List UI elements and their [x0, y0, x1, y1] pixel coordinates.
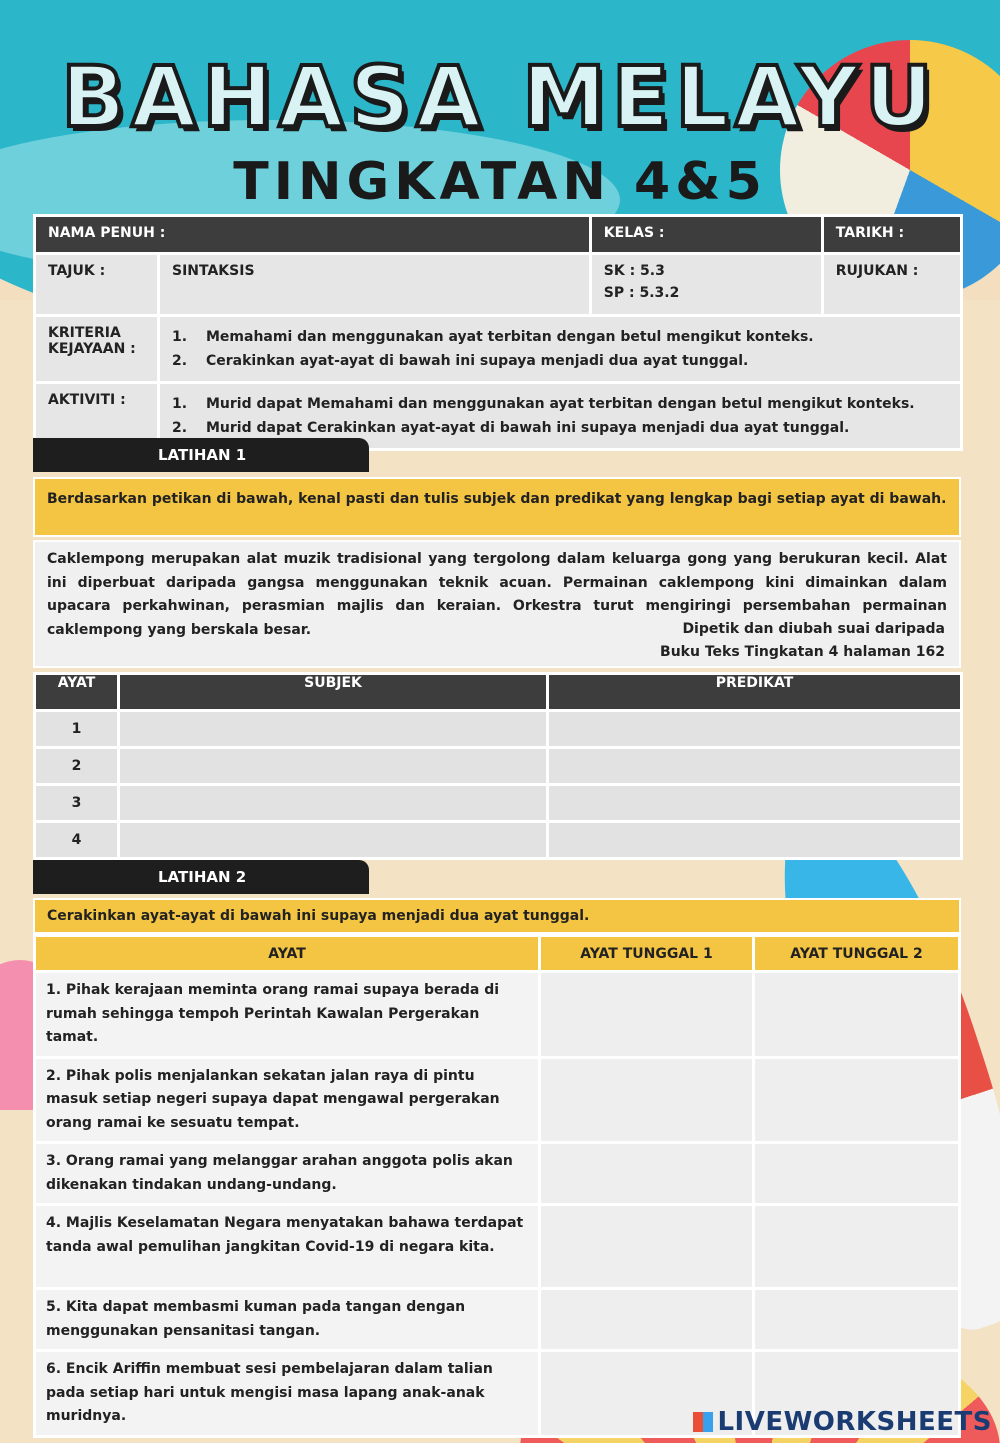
item-number: 2.: [172, 353, 188, 369]
predikat-answer-cell[interactable]: [548, 748, 962, 785]
item-number: 1.: [172, 329, 188, 345]
page-title: BAHASA MELAYU: [61, 48, 939, 146]
page-subtitle: TINGKATAN 4&5: [233, 152, 767, 212]
passage-text: Caklempong merupakan alat muzik tradisional yang tergolong dalam keluarga gong yang berukuran kecil. Alat ini diperbuat daripada gangsa menggunakan teknik acuan. Permainan caklempong kini dimainkan dalam upacara perkahwinan, perasmian majlis dan keraian. Orkestra turut mengiringi persembahan permainan caklempong yang berskala besar.: [47, 551, 947, 638]
latihan-2-table: [33, 934, 961, 1438]
list-item: [172, 325, 948, 349]
info-table: [33, 214, 963, 451]
latihan-1-table: [33, 672, 963, 860]
ayat-tunggal-1-cell[interactable]: [540, 1143, 754, 1205]
logo-text: LIVEWORKSHEETS: [717, 1407, 992, 1437]
table-row: [35, 1143, 960, 1205]
list-item: [172, 416, 948, 440]
latihan-1-heading: LATIHAN 1: [33, 438, 369, 472]
sentence-cell: 1. Pihak kerajaan meminta orang ramai supaya berada di rumah sehingga tempoh Perintah Kawalan Pergerakan tamat.: [35, 972, 540, 1058]
column-header-predikat: PREDIKAT: [548, 674, 962, 711]
kriteria-label-line2: KEJAYAAN :: [48, 341, 136, 357]
subjek-answer-cell[interactable]: [119, 748, 548, 785]
predikat-answer-cell[interactable]: [548, 822, 962, 859]
tajuk-value: SINTAKSIS: [159, 254, 591, 316]
table-row: [35, 1057, 960, 1143]
aktiviti-label: AKTIVITI :: [35, 383, 159, 450]
latihan-2-instruction: Cerakinkan ayat-ayat di bawah ini supaya menjadi dua ayat tunggal.: [33, 898, 961, 934]
ayat-tunggal-1-cell[interactable]: [540, 1289, 754, 1351]
row-number: 2: [35, 748, 119, 785]
column-header-ayat-tunggal-2: AYAT TUNGGAL 2: [754, 936, 960, 972]
sp-value: SP : 5.3.2: [603, 285, 680, 301]
column-header-subjek: SUBJEK: [119, 674, 548, 711]
source-line-2: Buku Teks Tingkatan 4 halaman 162: [660, 644, 945, 660]
latihan-2-heading: LATIHAN 2: [33, 860, 369, 894]
column-header-ayat-tunggal-1: AYAT TUNGGAL 1: [540, 936, 754, 972]
list-item: [172, 349, 948, 373]
tajuk-label: TAJUK :: [35, 254, 159, 316]
subjek-answer-cell[interactable]: [119, 785, 548, 822]
table-row: [35, 1289, 960, 1351]
latihan-1-passage: [33, 540, 961, 668]
latihan-1-instruction: Berdasarkan petikan di bawah, kenal pasti dan tulis subjek dan predikat yang lengkap bagi setiap ayat di bawah.: [33, 477, 961, 537]
ayat-tunggal-2-cell[interactable]: [754, 1205, 960, 1289]
sentence-cell: 3. Orang ramai yang melanggar arahan anggota polis akan dikenakan tindakan undang-undang.: [35, 1143, 540, 1205]
table-row: [35, 822, 962, 859]
sk-value: SK : 5.3: [603, 263, 665, 279]
kelas-field[interactable]: KELAS :: [590, 216, 822, 254]
column-header-ayat: AYAT: [35, 936, 540, 972]
liveworksheets-icon: [693, 1412, 713, 1432]
ayat-tunggal-1-cell[interactable]: [540, 1205, 754, 1289]
ayat-tunggal-2-cell[interactable]: [754, 1143, 960, 1205]
row-number: 4: [35, 822, 119, 859]
liveworksheets-logo[interactable]: [693, 1407, 992, 1437]
kriteria-list: [159, 316, 962, 383]
kriteria-label: [35, 316, 159, 383]
sentence-cell: 4. Majlis Keselamatan Negara menyatakan bahawa terdapat tanda awal pemulihan jangkitan Covid-19 di negara kita.: [35, 1205, 540, 1289]
subjek-answer-cell[interactable]: [119, 822, 548, 859]
table-row: [35, 972, 960, 1058]
tarikh-field[interactable]: TARIKH :: [822, 216, 961, 254]
item-text: Memahami dan menggunakan ayat terbitan dengan betul mengikut konteks.: [206, 329, 814, 345]
ayat-tunggal-1-cell[interactable]: [540, 1057, 754, 1143]
predikat-answer-cell[interactable]: [548, 785, 962, 822]
item-text: Murid dapat Memahami dan menggunakan ayat terbitan dengan betul mengikut konteks.: [206, 396, 915, 412]
item-text: Murid dapat Cerakinkan ayat-ayat di bawah ini supaya menjadi dua ayat tunggal.: [206, 420, 850, 436]
rujukan-label: RUJUKAN :: [822, 254, 961, 316]
sentence-cell: 5. Kita dapat membasmi kuman pada tangan dengan menggunakan pensanitasi tangan.: [35, 1289, 540, 1351]
item-text: Cerakinkan ayat-ayat di bawah ini supaya menjadi dua ayat tunggal.: [206, 353, 749, 369]
source-line-1: Dipetik dan diubah suai daripada: [682, 621, 945, 637]
list-item: [172, 392, 948, 416]
ayat-tunggal-2-cell[interactable]: [754, 1289, 960, 1351]
item-number: 2.: [172, 420, 188, 436]
kriteria-label-line1: KRITERIA: [48, 325, 121, 341]
sentence-cell: 6. Encik Ariffin membuat sesi pembelajaran dalam talian pada setiap hari untuk mengisi masa lapang anak-anak muridnya.: [35, 1351, 540, 1437]
table-row: [35, 785, 962, 822]
ayat-tunggal-2-cell[interactable]: [754, 972, 960, 1058]
sk-sp-cell: [590, 254, 822, 316]
column-header-ayat: AYAT: [35, 674, 119, 711]
ayat-tunggal-2-cell[interactable]: [754, 1057, 960, 1143]
sentence-cell: 2. Pihak polis menjalankan sekatan jalan raya di pintu masuk setiap negeri supaya dapat mengawal pergerakan orang ramai ke sesuatu tempat.: [35, 1057, 540, 1143]
table-row: [35, 748, 962, 785]
table-row: [35, 1205, 960, 1289]
table-row: [35, 711, 962, 748]
subjek-answer-cell[interactable]: [119, 711, 548, 748]
nama-penuh-field[interactable]: NAMA PENUH :: [35, 216, 591, 254]
predikat-answer-cell[interactable]: [548, 711, 962, 748]
ayat-tunggal-1-cell[interactable]: [540, 972, 754, 1058]
row-number: 3: [35, 785, 119, 822]
row-number: 1: [35, 711, 119, 748]
item-number: 1.: [172, 396, 188, 412]
